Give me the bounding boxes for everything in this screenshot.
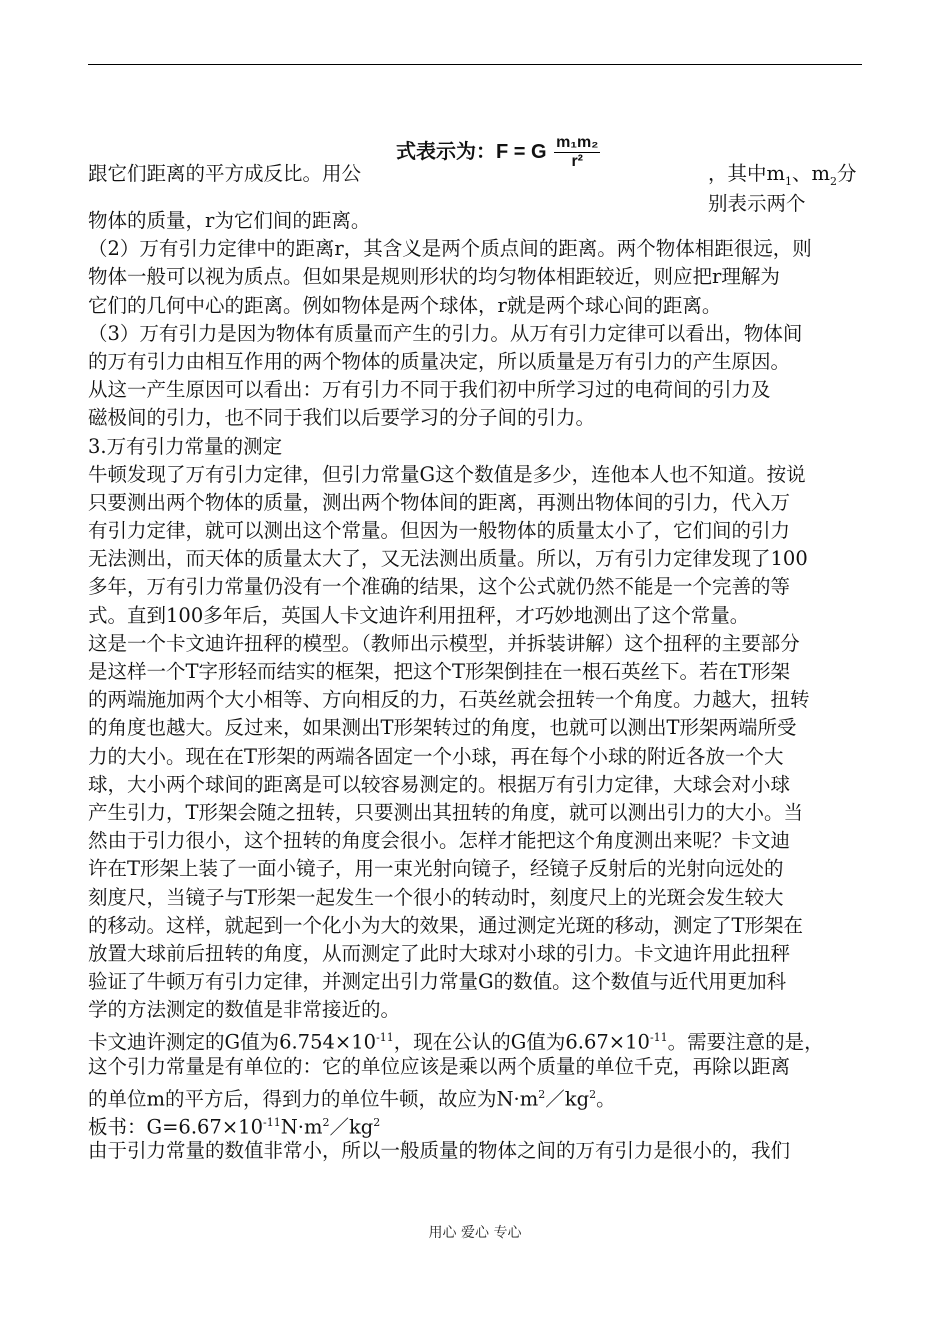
text-line: 物体一般可以视为质点。但如果是规则形状的均匀物体相距较近，则应把r理解为: [88, 265, 780, 289]
text-line: 放置大球前后扭转的角度，从而测定了此时大球对小球的引力。卡文迪许用此扭秤: [88, 941, 791, 965]
text-line: 的移动。这样，就起到一个化小为大的效果，通过测定光斑的移动，测定了T形架在: [88, 913, 804, 937]
text-line: 物体的质量，r为它们间的距离。: [88, 209, 371, 232]
text-line: 无法测出，而天体的质量太大了，又无法测出质量。所以，万有引力定律发现了100: [88, 547, 808, 571]
text-line: 这个引力常量是有单位的：它的单位应该是乘以两个质量的单位千克，再除以距离: [88, 1054, 791, 1078]
board-b: N·m: [280, 1115, 323, 1139]
text-line: 牛顿发现了万有引力定律，但引力常量G这个数值是多少，连他本人也不知道。按说: [88, 462, 806, 486]
page-footer: 用心 爱心 专心: [428, 1225, 522, 1241]
board-c: ／kg: [329, 1115, 374, 1139]
unit-exp-b: 2: [589, 1087, 597, 1101]
text-line: 验证了牛顿万有引力定律，并测定出引力常量G的数值。这个数值与近代用更加科: [88, 970, 787, 994]
g-values-line: [88, 1024, 864, 1052]
header-rule: [88, 64, 862, 65]
text-line: 它们的几何中心的距离。例如物体是两个球体，r就是两个球心间的距离。: [88, 293, 722, 317]
text-line: 只要测出两个物体的质量，测出两个物体间的距离，再测出物体间的引力，代入万: [88, 490, 791, 514]
unit-a: 的单位m的平方后，得到力的单位牛顿，故应为N·m: [88, 1087, 539, 1111]
text-line: 力的大小。现在在T形架的两端各固定一个小球，再在每个小球的附近各放一个大: [88, 744, 784, 768]
text-line: 刻度尺，当镜子与T形架一起发生一个很小的转动时，刻度尺上的光斑会发生较大: [88, 885, 784, 909]
gravitation-formula: [396, 134, 600, 171]
text-line: 产生引力，T形架会随之扭转，只要测出其扭转的角度，就可以测出引力的大小。当: [88, 800, 804, 824]
section-heading: 3.万有引力常量的测定: [88, 434, 283, 458]
text-line: 这是一个卡文迪许扭秤的模型。（教师出示模型，并拆装讲解）这个扭秤的主要部分: [88, 631, 800, 655]
board-exp-a: -11: [263, 1116, 281, 1129]
text-line: 然由于引力很小，这个扭转的角度会很小。怎样才能把这个角度测出来呢？卡文迪: [88, 829, 791, 853]
unit-b: ／kg: [545, 1087, 590, 1111]
sub-1: 1: [785, 174, 792, 188]
unit-c: 。: [596, 1087, 616, 1111]
formula-prefix: 式表示为：F = G: [396, 140, 547, 163]
formula-fraction: [554, 134, 600, 171]
text-line: 由于引力常量的数值非常小，所以一般质量的物体之间的万有引力是很小的，我们: [88, 1139, 791, 1163]
text-line: 磁极间的引力，也不同于我们以后要学习的分子间的引力。: [88, 406, 596, 430]
g-value-a: 卡文迪许测定的G值为6.754×10: [88, 1030, 377, 1054]
formula-line: [88, 134, 868, 215]
text-line: 的角度也越大。反过来，如果测出T形架转过的角度，也就可以测出T形架两端所受: [88, 716, 797, 740]
g-exp-a: -11: [376, 1031, 394, 1045]
formula-numerator: m₁m₂: [556, 134, 599, 151]
text-line: 式。直到100多年后，英国人卡文迪许利用扭秤，才巧妙地测出了这个常量。: [88, 603, 750, 627]
text-line: 从这一产生原因可以看出：万有引力不同于我们初中所学习过的电荷间的引力及: [88, 378, 771, 402]
formula-tail-a: ，其中m: [708, 162, 785, 185]
g-value-b: ，现在公认的G值为6.67×10: [393, 1030, 650, 1054]
text-line: 许在T形架上装了一面小镜子，用一束光射向镜子，经镜子反射后的光射向远处的: [88, 857, 784, 881]
board-a: 板书：G=6.67×10: [88, 1115, 263, 1139]
formula-tail-c: 分别表示两个: [708, 162, 857, 215]
text-line: 多年，万有引力常量仍没有一个准确的结果，这个公式就仍然不能是一个完善的等: [88, 575, 791, 599]
text-line: 的两端施加两个大小相等、方向相反的力，石英丝就会扭转一个角度。力越大，扭转: [88, 688, 810, 712]
body-text: [88, 207, 864, 1165]
unit-exp-a: 2: [538, 1087, 546, 1101]
g-exp-b: -11: [649, 1031, 668, 1045]
text-line: 学的方法测定的数值是非常接近的。: [88, 998, 401, 1022]
board-exp-c: 2: [373, 1116, 381, 1129]
g-value-c: 。需要注意的是，: [667, 1030, 824, 1054]
formula-tail-b: 、m: [792, 162, 830, 185]
text-line: 的万有引力由相互作用的两个物体的质量决定，所以质量是万有引力的产生原因。: [88, 349, 791, 373]
text-line: （3）万有引力是因为物体有质量而产生的引力。从万有引力定律可以看出，物体间: [88, 321, 803, 345]
text-line: 是这样一个T字形轻而结实的框架，把这个T形架倒挂在一根石英丝下。若在T形架: [88, 660, 791, 683]
sub-2: 2: [830, 174, 837, 188]
board-line: [88, 1109, 864, 1137]
unit-line: [88, 1081, 864, 1109]
text-line: 有引力定律，就可以测出这个常量。但因为一般物体的质量太小了，它们间的引力: [88, 519, 791, 543]
text-line: （2）万有引力定律中的距离r，其含义是两个质点间的距离。两个物体相距很远，则: [88, 237, 812, 261]
formula-lead-text: 跟它们距离的平方成反比。用公: [88, 162, 362, 185]
board-exp-b: 2: [322, 1116, 330, 1129]
formula-denominator: r²: [571, 153, 584, 170]
text-line: 球，大小两个球间的距离是可以较容易测定的。根据万有引力定律，大球会对小球: [88, 772, 791, 796]
